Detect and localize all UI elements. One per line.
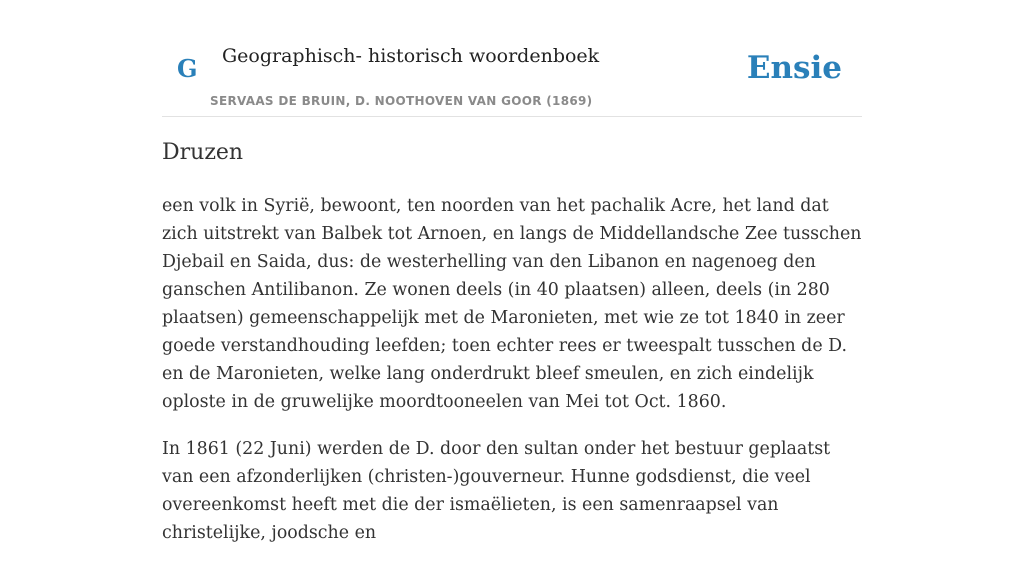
entry-title: Druzen	[162, 140, 244, 165]
book-title[interactable]: Geographisch- historisch woordenboek	[222, 45, 600, 67]
entry-paragraph: een volk in Syrië, bewoont, ten noorden van het pachalik Acre, het land dat zich uitstrekt van Balbek tot Arnoen, en langs de Middellandsche Zee tusschen Djebail en Saida, dus: de westerhelling van den Libanon en nagenoeg den ganschen Antilibanon. Ze wonen deels (in 40 plaatsen) alleen, deels (in 280 plaatsen) gemeenschappelijk met de Maronieten, met wie ze tot 1840 in zeer goede verstandhouding leefden; toen echter rees er tweespalt tusschen de D. en de Maronieten, welke lang onderdrukt bleef smeulen, en zich eindelijk oploste in de gruwelijke moordtooneelen van Mei tot Oct. 1860.	[162, 196, 862, 412]
book-logo-icon[interactable]: G	[177, 54, 198, 83]
entry-body	[162, 192, 862, 566]
ensie-logo[interactable]: Ensie	[746, 50, 842, 86]
book-authors: SERVAAS DE BRUIN, D. NOOTHOVEN VAN GOOR (1869)	[210, 94, 593, 108]
header	[162, 0, 862, 117]
entry-paragraph: In 1861 (22 Juni) werden de D. door den sultan onder het bestuur geplaatst van een afzonderlijken (christen-)gouverneur. Hunne godsdienst, die veel overeenkomst heeft met die der ismaëlieten, is een samenraapsel van christelijke, joodsche en	[162, 439, 831, 543]
